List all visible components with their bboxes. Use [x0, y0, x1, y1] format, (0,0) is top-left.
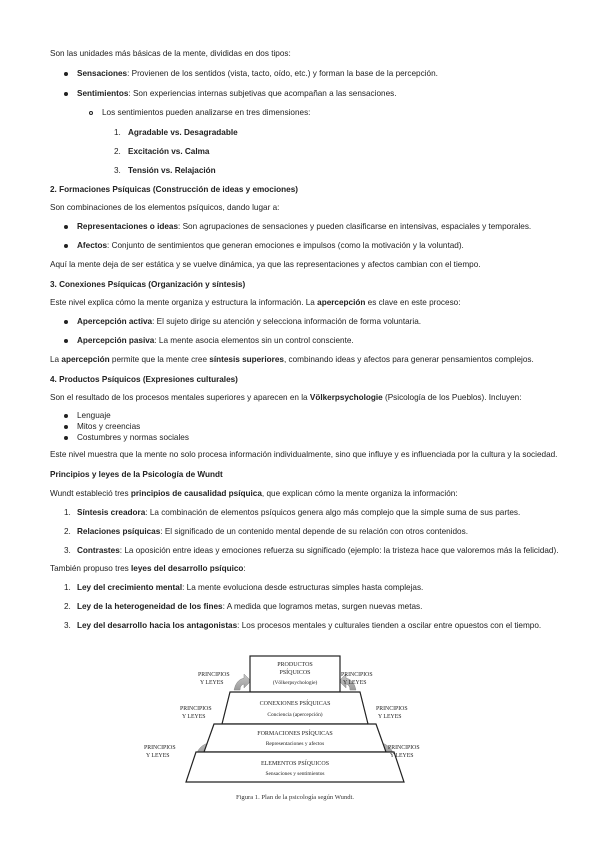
list-number: 2. [64, 602, 71, 611]
principio-item: Relaciones psíquicas: El significado de un contenido mental depende de su relación con otros contenidos. [77, 527, 468, 536]
dimension-item: Tensión vs. Relajación [128, 166, 216, 175]
list-number: 1. [64, 508, 71, 517]
arrow-icon [234, 674, 251, 690]
pyramid-level-conexiones [222, 692, 368, 724]
apercepcion-pasiva-item: Apercepción pasiva: La mente asocia elementos sin un control consciente. [77, 336, 354, 345]
svg-text:PRINCIPIOS: PRINCIPIOS [341, 672, 373, 678]
definition: : Provienen de los sentidos (vista, tacto, oído, etc.) y forman la base de la percepción. [127, 69, 438, 78]
principio-item: Síntesis creadora: La combinación de elementos psíquicos genera algo más complejo que la simple suma de sus partes. [77, 508, 521, 517]
pyramid-level-formaciones [204, 724, 386, 752]
dimension-item: Agradable vs. Desagradable [128, 128, 238, 137]
term: Sensaciones [77, 69, 128, 78]
section-heading: 3. Conexiones Psíquicas (Organización y síntesis) [50, 280, 246, 289]
svg-text:CONEXIONES PSÍQUICAS: CONEXIONES PSÍQUICAS [259, 701, 331, 707]
sentimientos-sub-text: Los sentimientos pueden analizarse en tres dimensiones: [102, 108, 311, 117]
list-number: 3. [64, 546, 71, 555]
svg-text:(Völkerpsychologie): (Völkerpsychologie) [272, 680, 318, 686]
wundt-pyramid-figure [130, 648, 460, 808]
svg-text:Conciencia (apercepción): Conciencia (apercepción) [267, 712, 323, 718]
sensaciones-item [77, 68, 438, 79]
bullet [64, 225, 68, 229]
bullet [64, 436, 68, 440]
bullet [64, 425, 68, 429]
afectos-item: Afectos: Conjunto de sentimientos que generan emociones e impulsos (como la motivación y la voluntad). [77, 241, 464, 250]
list-number: 3. [114, 166, 121, 175]
svg-text:ELEMENTOS PSÍQUICOS: ELEMENTOS PSÍQUICOS [260, 761, 330, 767]
svg-text:Sensaciones y sentimientos: Sensaciones y sentimientos [265, 771, 325, 777]
section-outro: Este nivel muestra que la mente no solo procesa información individualmente, sino que influye y es influenciada por la cultura y la sociedad. [50, 450, 558, 459]
bullet [64, 92, 68, 96]
list-number: 1. [64, 583, 71, 592]
apercepcion-activa-item: Apercepción activa: El sujeto dirige su atención y selecciona información de forma voluntaria. [77, 317, 422, 326]
bullet [64, 320, 68, 324]
svg-text:PRINCIPIOS: PRINCIPIOS [180, 706, 212, 712]
section-outro: La apercepción permite que la mente cree síntesis superiores, combinando ideas y afectos para generar pensamientos complejos. [50, 355, 534, 364]
list-number: 1. [114, 128, 121, 137]
side-label-right-middle [376, 706, 408, 720]
list-item: Lenguaje [77, 411, 111, 420]
svg-text:Y LEYES: Y LEYES [378, 714, 402, 720]
section-heading: 4. Productos Psíquicos (Expresiones culturales) [50, 375, 238, 384]
ley-item: Ley del crecimiento mental: La mente evoluciona desde estructuras simples hasta complejas. [77, 583, 424, 592]
pyramid-level-productos [250, 656, 340, 692]
svg-text:Y LEYES: Y LEYES [390, 753, 414, 759]
bullet [64, 339, 68, 343]
side-label-left-middle [180, 706, 212, 720]
svg-text:FORMACIONES PSÍQUICAS: FORMACIONES PSÍQUICAS [257, 731, 333, 737]
svg-text:PRINCIPIOS: PRINCIPIOS [376, 706, 408, 712]
list-item: Costumbres y normas sociales [77, 433, 189, 442]
dimension-item: Excitación vs. Calma [128, 147, 210, 156]
section-outro: Aquí la mente deja de ser estática y se vuelve dinámica, ya que las representaciones y afectos cambian con el tiempo. [50, 260, 481, 269]
sentimientos-item [77, 88, 397, 99]
list-number: 2. [114, 147, 121, 156]
bullet [64, 414, 68, 418]
svg-text:Y LEYES: Y LEYES [182, 714, 206, 720]
side-label-left-bottom [144, 745, 176, 759]
list-number: 3. [64, 621, 71, 630]
svg-text:Y LEYES: Y LEYES [146, 753, 170, 759]
intro-text: Son las unidades más básicas de la mente, divididas en dos tipos: [50, 49, 291, 58]
svg-text:Y LEYES: Y LEYES [200, 680, 224, 686]
representaciones-item: Representaciones o ideas: Son agrupaciones de sensaciones y pueden clasificarse en intensivas, espaciales y temporales. [77, 222, 532, 231]
term: Sentimientos [77, 89, 129, 98]
principio-item: Contrastes: La oposición entre ideas y emociones refuerza su significado (ejemplo: la tristeza hace que valoremos más la felicidad). [77, 546, 559, 555]
bullet [64, 244, 68, 248]
figure-caption: Figura 1. Plan de la psicología según Wundt. [235, 794, 355, 801]
ley-item: Ley de la heterogeneidad de los fines: A medida que logramos metas, surgen nuevas metas. [77, 602, 423, 611]
pyramid-level-elementos [186, 752, 404, 782]
svg-text:PRINCIPIOS: PRINCIPIOS [144, 745, 176, 751]
svg-text:PRODUCTOS: PRODUCTOS [277, 662, 313, 668]
bullet [64, 72, 68, 76]
section-intro: Son el resultado de los procesos mentales superiores y aparecen en la Völkerpsychologie (Psicología de los Pueblos). Incluyen: [50, 393, 522, 402]
definition: : Son experiencias internas subjetivas que acompañan a las sensaciones. [128, 89, 397, 98]
list-number: 2. [64, 527, 71, 536]
leyes-intro: También propuso tres leyes del desarrollo psíquico: [50, 564, 246, 573]
section-heading: Principios y leyes de la Psicología de Wundt [50, 470, 223, 479]
side-label-left-top [198, 672, 230, 686]
sub-bullet [89, 111, 93, 115]
ley-item: Ley del desarrollo hacia los antagonistas: Los procesos mentales y culturales tienden a oscilar entre opuestos con el tiempo. [77, 621, 542, 630]
list-item: Mitos y creencias [77, 422, 141, 431]
section-intro: Wundt estableció tres principios de causalidad psíquica, que explican cómo la mente organiza la información: [50, 489, 458, 498]
svg-text:PRINCIPIOS: PRINCIPIOS [388, 745, 420, 751]
section-intro: Son combinaciones de los elementos psíquicos, dando lugar a: [50, 203, 280, 212]
section-intro: Este nivel explica cómo la mente organiza y estructura la información. La apercepción es clave en este proceso: [50, 298, 461, 307]
svg-text:Representaciones y afectos: Representaciones y afectos [265, 741, 325, 747]
svg-text:Y LEYES: Y LEYES [343, 680, 367, 686]
svg-text:PSÍQUICOS: PSÍQUICOS [279, 670, 311, 676]
section-heading: 2. Formaciones Psíquicas (Construcción de ideas y emociones) [50, 185, 298, 194]
svg-text:PRINCIPIOS: PRINCIPIOS [198, 672, 230, 678]
